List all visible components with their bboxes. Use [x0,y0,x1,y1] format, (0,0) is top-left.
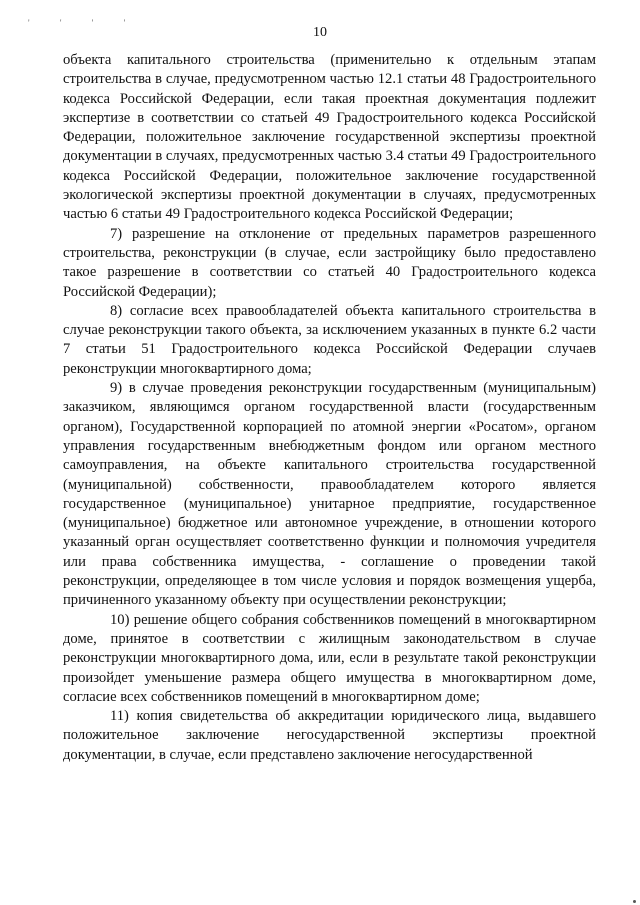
paragraph-item-8: 8) согласие всех правообладателей объекта капитального строительства в случае реконструкции такого объекта, за исключением указанных в пункте 6.2 части 7 статьи 51 Градостроительного кодекса Российской Федерации случаев реконструкции многоквартирного дома; [63,302,596,377]
scan-artifact-dot [633,900,636,903]
document-body [63,51,596,765]
paragraph-continuation: объекта капитального строительства (применительно к отдельным этапам строительства в случае, предусмотренном частью 12.1 статьи 48 Градостроительного кодекса Российской Федерации, если такая проектная документация подлежит экспертизе в соответствии со статьей 49 Градостроительного кодекса Российской Федерации, положительное заключение государственной экспертизы проектной документации в случаях, предусмотренных частью 3.4 статьи 49 Градостроительного кодекса Российской Федерации, положительное заключение государственной экологической экспертизы проектной документации в случаях, предусмотренных частью 6 статьи 49 Градостроительного кодекса Российской Федерации; [63,52,596,223]
page-number: 10 [313,25,327,40]
paragraph-item-7: 7) разрешение на отклонение от предельных параметров разрешенного строительства, реконструкции (в случае, если застройщику было предоставлено такое разрешение в соответствии со статьей 40 Градостроительного кодекса Российской Федерации); [63,225,596,300]
scan-corner-marks: ' ' ' ' [28,18,140,28]
paragraph-item-9: 9) в случае проведения реконструкции государственным (муниципальным) заказчиком, являющимся органом государственной власти (государственным органом), Государственной корпорацией по атомной энергии «Росатом», органом управления государственным внебюджетным фондом или органом местного самоуправления, на объекте капитального строительства государственной (муниципальной) собственности, правообладателем которого является государственное (муниципальное) унитарное предприятие, государственное (муниципальное) бюджетное или автономное учреждение, в отношении которого указанный орган осуществляет соответственно функции и полномочия учредителя или права собственника имущества, - соглашение о проведении такой реконструкции, определяющее в том числе условия и порядок возмещения ущерба, причиненного указанному объекту при осуществлении реконструкции; [63,380,596,609]
paragraph-item-10: 10) решение общего собрания собственников помещений в многоквартирном доме, принятое в соответствии с жилищным законодательством в случае реконструкции многоквартирного дома, или, если в результате такой реконструкции произойдет уменьшение размера общего имущества в многоквартирном доме, согласие всех собственников помещений в многоквартирном доме; [63,611,596,705]
paragraph-item-11: 11) копия свидетельства об аккредитации юридического лица, выдавшего положительное заключение негосударственной экспертизы проектной документации, в случае, если представлено заключение негосударственной [63,708,596,763]
